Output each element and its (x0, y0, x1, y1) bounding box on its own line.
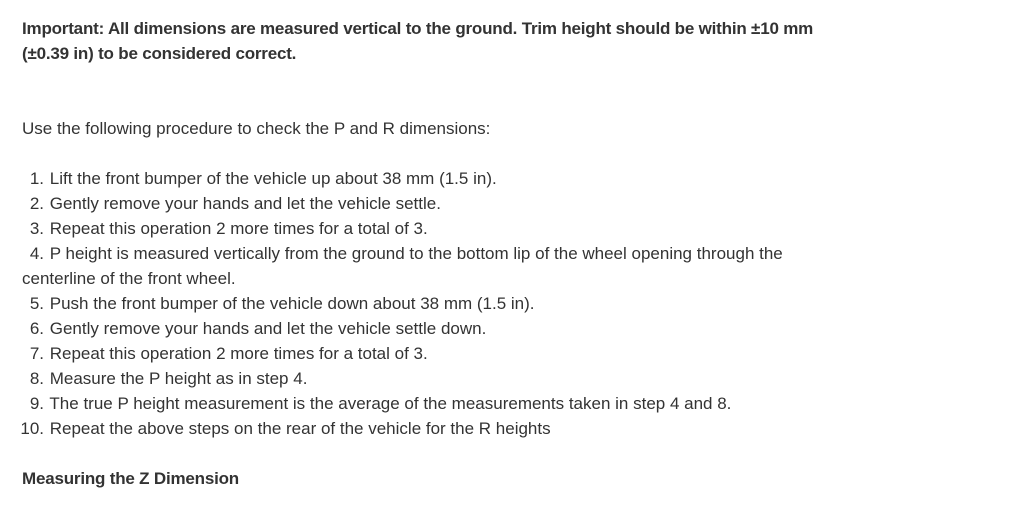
step-number: 2. (29, 194, 44, 213)
step-text: Push the front bumper of the vehicle down about 38 mm (1.5 in). (49, 294, 535, 313)
step-text: Gently remove your hands and let the vehicle settle down. (49, 319, 487, 338)
step-item (22, 241, 802, 291)
procedure-steps (22, 166, 802, 441)
step-number: 3. (29, 219, 44, 238)
step-text: The true P height measurement is the average of the measurements taken in step 4 and 8. (49, 394, 732, 413)
step-item (22, 191, 802, 216)
step-item (22, 341, 802, 366)
step-number: 1. (29, 169, 44, 188)
section-heading: Measuring the Z Dimension (22, 469, 239, 488)
step-item (22, 166, 802, 191)
step-number: 6. (29, 319, 44, 338)
step-number: 9. (29, 394, 44, 413)
step-item (22, 291, 802, 316)
step-text: Repeat this operation 2 more times for a total of 3. (49, 219, 428, 238)
step-text: Lift the front bumper of the vehicle up about 38 mm (1.5 in). (49, 169, 497, 188)
step-number: 10. (20, 419, 44, 438)
procedure-intro: Use the following procedure to check the P and R dimensions: (22, 119, 491, 138)
step-number: 8. (29, 369, 44, 388)
step-item (22, 391, 802, 416)
step-text: Repeat the above steps on the rear of the vehicle for the R heights (49, 419, 551, 438)
step-number: 7. (29, 344, 44, 363)
step-item (22, 316, 802, 341)
step-text: P height is measured vertically from the ground to the bottom lip of the wheel opening through the centerline of the front wheel. (22, 244, 783, 288)
step-number: 4. (29, 244, 44, 263)
step-number: 5. (29, 294, 44, 313)
step-text: Gently remove your hands and let the vehicle settle. (49, 194, 441, 213)
step-text: Repeat this operation 2 more times for a total of 3. (49, 344, 428, 363)
step-item (22, 366, 802, 391)
step-item (22, 416, 802, 441)
important-note: Important: All dimensions are measured vertical to the ground. Trim height should be within ±10 mm (±0.39 in) to be considered correct. (22, 19, 814, 63)
step-item (22, 216, 802, 241)
step-text: Measure the P height as in step 4. (49, 369, 308, 388)
